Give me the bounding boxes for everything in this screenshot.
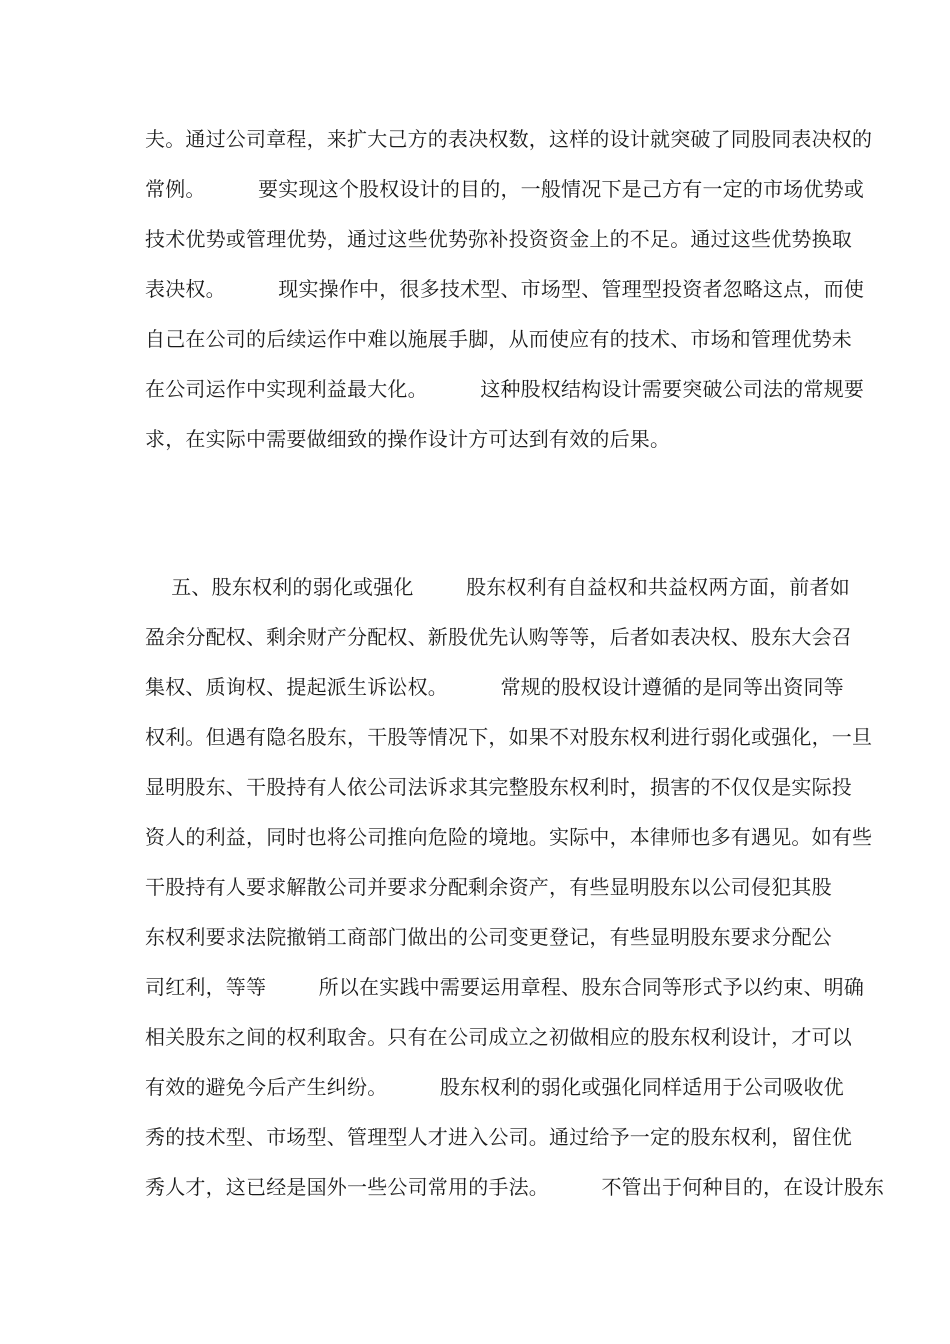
text-line: 技术优势或管理优势，通过这些优势弥补投资资金上的不足。通过这些优势换取: [145, 227, 852, 251]
text-line: 显明股东、干股持有人依公司法诉求其完整股东权利时，损害的不仅仅是实际投: [145, 775, 852, 799]
text-line: 求，在实际中需要做细致的操作设计方可达到有效的后果。: [145, 427, 671, 451]
text-line: 权利。但遇有隐名股东，干股等情况下，如果不对股东权利进行弱化或强化，一旦: [145, 725, 873, 749]
text-line: 资人的利益，同时也将公司推向危险的境地。实际中，本律师也多有遇见。如有些: [145, 825, 873, 849]
text-line: 相关股东之间的权利取舍。只有在公司成立之初做相应的股东权利设计，才可以: [145, 1025, 852, 1049]
text-line: 干股持有人要求解散公司并要求分配剩余资产，有些显明股东以公司侵犯其股: [145, 875, 832, 899]
text-line: 集权、质询权、提起派生诉讼权。 常规的股权设计遵循的是同等出资同等: [145, 675, 844, 699]
text-line: 在公司运作中实现利益最大化。 这种股权结构设计需要突破公司法的常规要: [145, 377, 865, 401]
text-line: 表决权。 现实操作中，很多技术型、市场型、管理型投资者忽略这点，而使: [145, 277, 865, 301]
text-line: 有效的避免今后产生纠纷。 股东权利的弱化或强化同样适用于公司吸收优: [145, 1075, 844, 1099]
text-line: 司红利，等等 所以在实践中需要运用章程、股东合同等形式予以约束、明确: [145, 975, 865, 999]
text-line: 秀人才，这已经是国外一些公司常用的手法。 不管出于何种目的，在设计股东: [145, 1175, 885, 1199]
text-line: 自己在公司的后续运作中难以施展手脚，从而使应有的技术、市场和管理优势未: [145, 327, 852, 351]
text-line: 夫。通过公司章程，来扩大己方的表决权数，这样的设计就突破了同股同表决权的: [145, 127, 873, 151]
text-line: 盈余分配权、剩余财产分配权、新股优先认购等等，后者如表决权、股东大会召: [145, 625, 852, 649]
text-line: 常例。 要实现这个股权设计的目的，一般情况下是己方有一定的市场优势或: [145, 177, 865, 201]
text-line: 秀的技术型、市场型、管理型人才进入公司。通过给予一定的股东权利，留住优: [145, 1125, 852, 1149]
section-heading-line: 五、股东权利的弱化或强化 股东权利有自益权和共益权两方面，前者如: [145, 575, 850, 599]
text-line: 东权利要求法院撤销工商部门做出的公司变更登记，有些显明股东要求分配公: [145, 925, 832, 949]
